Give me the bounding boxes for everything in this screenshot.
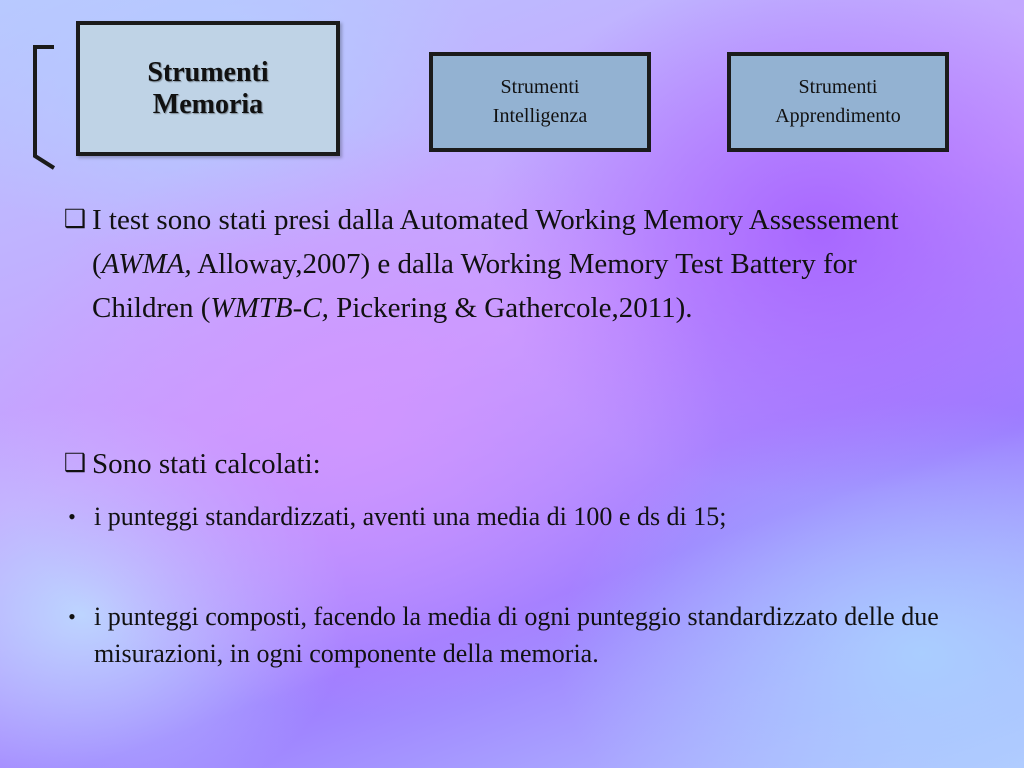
paragraph-calculated [62, 442, 962, 486]
text-segment: Alloway,2007) e dalla Working Memory Test Battery for Children ( [92, 248, 857, 324]
tab-label-line1: Strumenti [500, 76, 580, 98]
tab-label-line1: Strumenti [798, 76, 878, 98]
text-segment: Pickering & Gathercole,2011). [328, 292, 693, 324]
list-item-text: i punteggi standardizzati, aventi una media di 100 e ds di 15; [94, 502, 727, 531]
checkbox-bullet-icon: ❑ [63, 206, 87, 233]
wmtb-label: WMTB-C, [210, 292, 329, 324]
list-item [62, 498, 982, 535]
tab-strumenti-apprendimento[interactable] [727, 52, 949, 152]
bullet-icon: • [68, 504, 76, 529]
paragraph-test-sources [62, 198, 962, 330]
tab-label-line2: Memoria [152, 88, 264, 120]
paragraph-text [92, 198, 962, 330]
tab-strumenti-memoria[interactable] [76, 21, 340, 156]
tab-strumenti-intelligenza[interactable] [429, 52, 651, 152]
checkbox-bullet-icon: ❑ [63, 450, 87, 477]
text-segment: I test sono stati presi dalla Automated Working Memory Assessement ( [92, 204, 899, 280]
bracket-decoration [30, 44, 56, 170]
bullet-icon: • [68, 604, 76, 629]
awma-label: AWMA, [101, 248, 192, 280]
list-item-text: i punteggi composti, facendo la media di ogni punteggio standardizzato delle due misurazioni, in ogni componente della memoria. [94, 602, 939, 668]
tab-label-line2: Intelligenza [492, 105, 588, 127]
list-item [62, 598, 982, 672]
tab-label-line1: Strumenti [147, 56, 269, 88]
tab-label-line2: Apprendimento [775, 105, 901, 127]
paragraph-text: Sono stati calcolati: [92, 448, 321, 480]
